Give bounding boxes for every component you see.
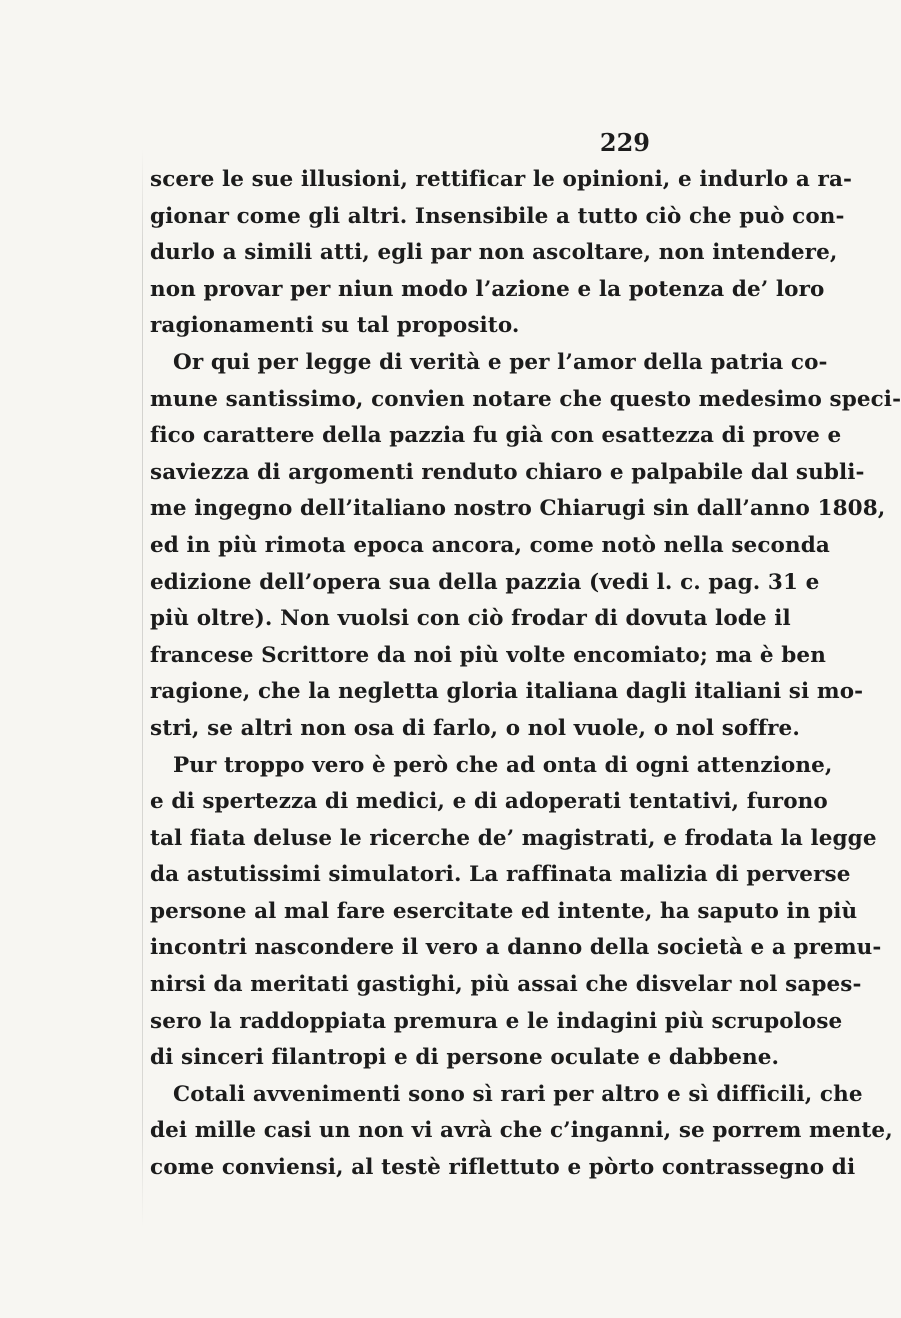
text-line: ed in più rimota epoca ancora, come notò nella seconda — [150, 532, 830, 558]
text-line: sero la raddoppiata premura e le indagini più scrupolose — [150, 1008, 843, 1034]
text-line: Or qui per legge di verità e per l’amor della patria co- — [173, 349, 828, 375]
page-number: 229 — [599, 128, 650, 157]
text-line: tal fiata deluse le ricerche de’ magistrati, e frodata la legge — [150, 825, 877, 851]
text-line: ragionamenti su tal proposito. — [150, 313, 520, 339]
body-text — [150, 162, 901, 1187]
text-line: durlo a simili atti, egli par non ascoltare, non intendere, — [150, 240, 838, 266]
text-line: ragione, che la negletta gloria italiana dagli italiani si mo- — [150, 679, 864, 705]
text-line: gionar come gli altri. Insensibile a tutto ciò che può con- — [150, 203, 845, 229]
text-line: fico carattere della pazzia fu già con esattezza di prove e — [150, 423, 842, 449]
text-line: da astutissimi simulatori. La raffinata malizia di perverse — [150, 862, 851, 888]
text-line: persone al mal fare esercitate ed intente, ha saputo in più — [150, 898, 858, 924]
gutter-shadow — [142, 148, 143, 1228]
text-line: edizione dell’opera sua della pazzia (vedi l. c. pag. 31 e — [150, 569, 820, 595]
text-line: Pur troppo vero è però che ad onta di ogni attenzione, — [173, 752, 833, 778]
text-line: me ingegno dell’italiano nostro Chiarugi sin dall’anno 1808, — [150, 496, 886, 522]
text-line: scere le sue illusioni, rettificar le opinioni, e indurlo a ra- — [150, 167, 853, 192]
text-line: più oltre). Non vuolsi con ciò frodar di dovuta lode il — [150, 606, 791, 632]
text-line: saviezza di argomenti renduto chiaro e palpabile dal subli- — [150, 459, 865, 485]
text-line: mune santissimo, convien notare che questo medesimo speci- — [150, 386, 901, 412]
text-line: dei mille casi un non vi avrà che c’inganni, se porrem mente, — [150, 1118, 893, 1144]
text-line: stri, se altri non osa di farlo, o nol vuole, o nol soffre. — [150, 715, 800, 741]
text-line: non provar per niun modo l’azione e la potenza de’ loro — [150, 276, 825, 302]
text-line: e di spertezza di medici, e di adoperati tentativi, furono — [150, 789, 828, 815]
text-line: francese Scrittore da noi più volte encomiato; ma è ben — [150, 642, 826, 668]
text-line: come conviensi, al testè riflettuto e pòrto contrassegno di — [150, 1155, 856, 1181]
text-line: nirsi da meritati gastighi, più assai che disvelar nol sapes- — [150, 972, 862, 998]
text-line: di sinceri filantropi e di persone oculate e dabbene. — [150, 1045, 780, 1071]
text-line: incontri nascondere il vero a danno della società e a premu- — [150, 935, 882, 961]
text-line: Cotali avvenimenti sono sì rari per altro e sì difficili, che — [173, 1081, 863, 1107]
